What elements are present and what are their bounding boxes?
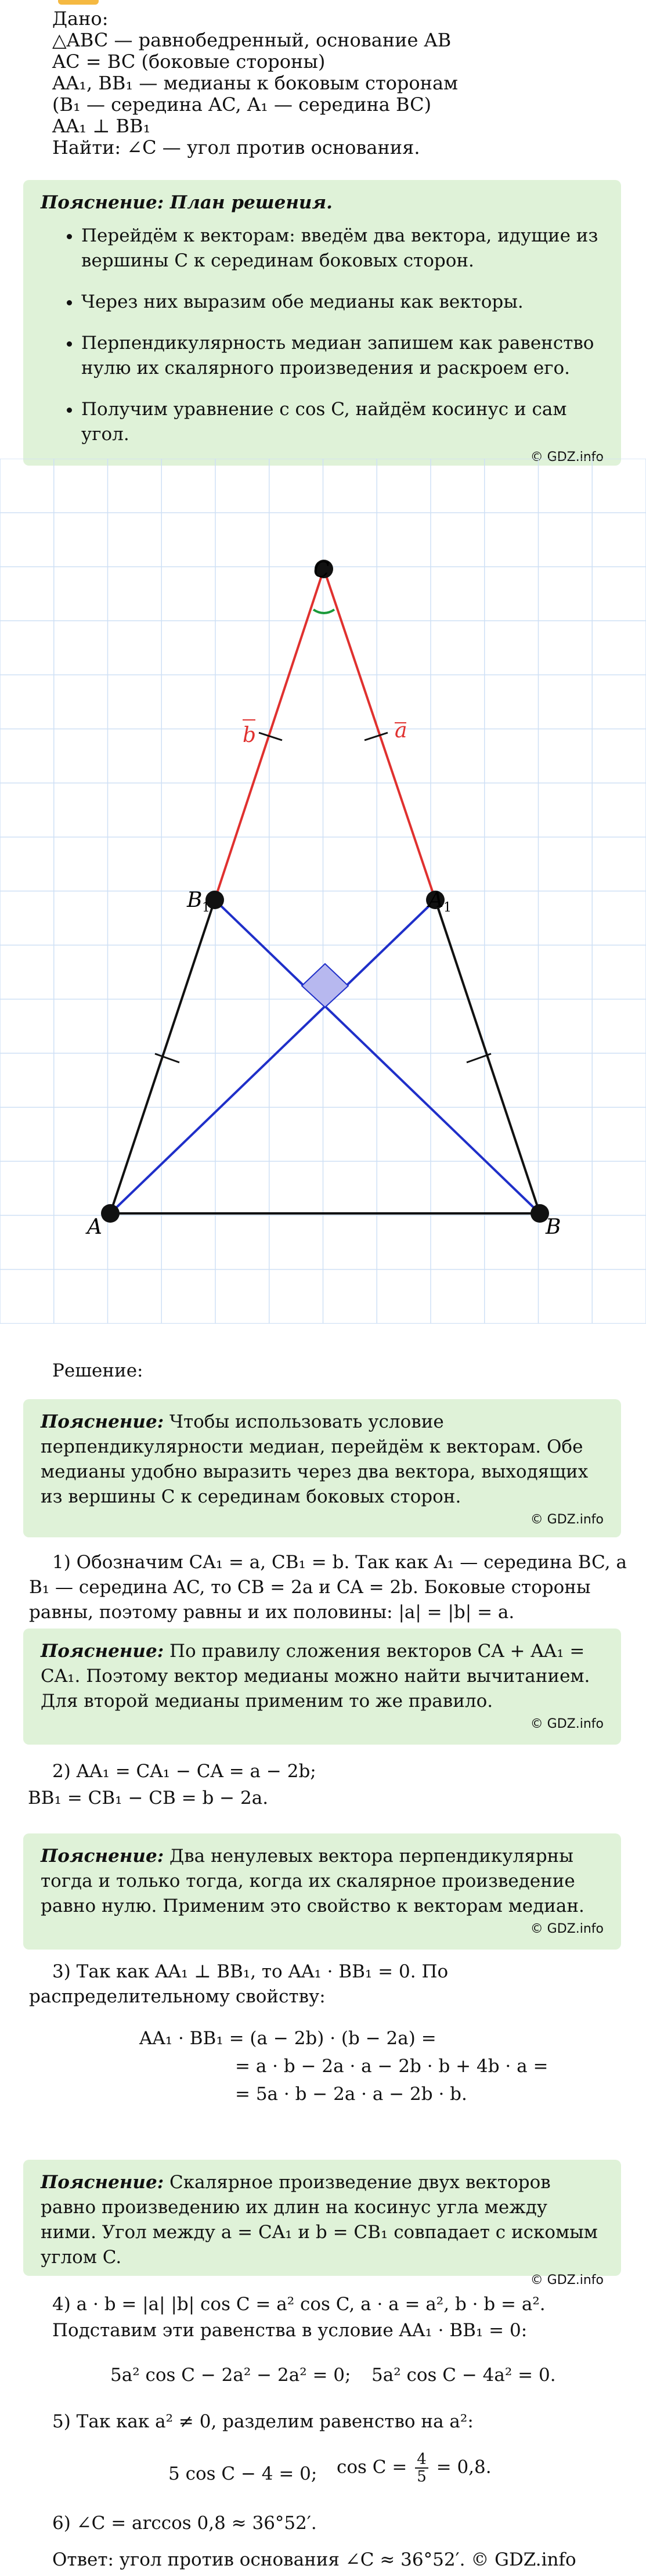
label-a1: A bbox=[428, 888, 443, 912]
step-4-eq-left: 5a² cos C − 2a² − 2a² = 0; bbox=[110, 2365, 351, 2386]
angle-c-arc bbox=[313, 610, 334, 613]
step-1: 1) Обозначим CA₁ = a, CB₁ = b. Так как A₁ — середина BC, а B₁ — середина AC, то CB = 2a и CA = 2b. Боковые стороны равны, поэтому равны и их половины: |a| = |b| = a. bbox=[29, 1552, 627, 1623]
step-5-eq-left: 5 cos C − 4 = 0; bbox=[168, 2463, 317, 2484]
given-line: Найти: ∠C — угол против основания. bbox=[52, 136, 420, 158]
copyright: © GDZ.info bbox=[530, 450, 604, 464]
fraction bbox=[415, 2451, 428, 2485]
given-block bbox=[52, 8, 458, 158]
step-4-line-2: Подставим эти равенства в условие AA₁ · BB₁ = 0: bbox=[52, 2320, 528, 2341]
note-text: Скалярное произведение двух векторов равно произведению их длин на косинус угла между ними. Угол между a = CA₁ и b = CB₁ совпадает с искомым углом C. bbox=[41, 2172, 598, 2268]
cos-c-value: = 0,8. bbox=[436, 2456, 492, 2478]
given-line: (B₁ — середина AC, A₁ — середина BC) bbox=[52, 93, 432, 116]
step-4-line-1: 4) a · b = |a| |b| cos C = a² cos C, a · a = a², b · b = a². bbox=[52, 2294, 546, 2315]
tick-mark bbox=[155, 1054, 179, 1062]
step-2-line-1: 2) AA₁ = CA₁ − CA = a − 2b; bbox=[52, 1761, 316, 1782]
plan-item: • Получим уравнение с cos C, найдём косинус и сам угол. bbox=[81, 397, 604, 447]
label-a: A bbox=[87, 1215, 102, 1239]
label-b: B bbox=[546, 1215, 561, 1239]
plan-item: • Через них выразим обе медианы как векторы. bbox=[81, 290, 604, 315]
copyright: © GDZ.info bbox=[530, 2273, 604, 2287]
given-title: Дано: bbox=[52, 8, 109, 30]
note-perpendicularity bbox=[23, 1399, 621, 1537]
note-text: Два ненулевых вектора перпендикулярны тогда и только тогда, когда их скалярное произведение равно нулю. Применим это свойство к векторам медиан. bbox=[41, 1846, 584, 1916]
note-vector-sum bbox=[23, 1629, 621, 1745]
label-b1: B bbox=[187, 888, 203, 912]
given-line: AA₁, BB₁ — медианы к боковым сторонам bbox=[52, 72, 458, 94]
fraction-denominator: 5 bbox=[417, 2468, 427, 2485]
note-dot-product-zero bbox=[23, 1833, 621, 1950]
plan-lead: Пояснение: План решения. bbox=[41, 192, 333, 213]
median-aa1 bbox=[110, 900, 435, 1213]
step-6: 6) ∠C = arccos 0,8 ≈ 36°52′. bbox=[52, 2513, 317, 2534]
step-3-intro: 3) Так как AA₁ ⊥ BB₁, то AA₁ · BB₁ = 0. По распределительному свойству: bbox=[29, 1961, 449, 2007]
copyright: © GDZ.info bbox=[530, 1717, 604, 1731]
label-c: C bbox=[313, 559, 330, 582]
grid bbox=[0, 459, 646, 1324]
step-2-line-2: BB₁ = CB₁ − CB = b − 2a. bbox=[28, 1788, 269, 1808]
fraction-numerator: 4 bbox=[415, 2451, 428, 2469]
step-5-eq-right bbox=[337, 2451, 492, 2485]
label-a1-sub: 1 bbox=[443, 900, 452, 915]
label-vector-a: a bbox=[395, 719, 407, 743]
vertex-a-dot bbox=[101, 1204, 120, 1223]
plan-list bbox=[41, 224, 604, 447]
note-text: Чтобы использовать условие перпендикулярности медиан, перейдём к векторам. Обе медианы удобно выразить через два вектора, выходящих из вершины C к серединам боковых сторон. bbox=[41, 1411, 589, 1507]
label-b1-sub: 1 bbox=[202, 900, 210, 915]
note-lead: Пояснение: bbox=[41, 1641, 164, 1662]
step-3-eq-3: = 5a · b − 2a · a − 2b · b. bbox=[235, 2084, 467, 2105]
note-lead: Пояснение: bbox=[41, 1846, 164, 1867]
given-line: AC = BC (боковые стороны) bbox=[52, 51, 326, 73]
plan-item: • Перпендикулярность медиан запишем как равенство нулю их скалярного произведения и раскроем его. bbox=[81, 331, 604, 381]
note-text: По правилу сложения векторов CA + AA₁ = CA₁. Поэтому вектор медианы можно найти вычитанием. Для второй медианы применим то же правило. bbox=[41, 1641, 590, 1712]
cos-c-label: cos C = bbox=[337, 2456, 407, 2478]
given-line: △ABC — равнобедренный, основание AB bbox=[52, 29, 452, 51]
right-angle-marker bbox=[302, 964, 348, 1007]
side-ba1 bbox=[435, 900, 540, 1213]
copyright: © GDZ.info bbox=[530, 1512, 604, 1527]
step-4-eq-right: 5a² cos C − 4a² = 0. bbox=[371, 2365, 556, 2386]
step-3-eq-2: = a · b − 2a · a − 2b · b + 4b · a = bbox=[235, 2056, 548, 2077]
copyright: © GDZ.info bbox=[530, 1922, 604, 1936]
plan-note bbox=[23, 180, 621, 466]
given-line: AA₁ ⊥ BB₁ bbox=[52, 115, 151, 137]
top-accent-bar bbox=[58, 0, 99, 5]
step-3-eq-1: AA₁ · BB₁ = (a − 2b) · (b − 2a) = bbox=[139, 2028, 436, 2049]
plan-item: • Перейдём к векторам: введём два вектора, идущие из вершины C к серединам боковых сторон. bbox=[81, 224, 604, 273]
tick-mark bbox=[364, 733, 388, 740]
note-angle-between bbox=[23, 2160, 621, 2287]
step-5-line-1: 5) Так как a² ≠ 0, разделим равенство на a²: bbox=[52, 2411, 474, 2432]
note-lead: Пояснение: bbox=[41, 1411, 164, 1432]
triangle-figure bbox=[0, 459, 646, 1324]
answer: Ответ: угол против основания ∠C ≈ 36°52′. © GDZ.info bbox=[52, 2549, 576, 2570]
note-lead: Пояснение: bbox=[41, 2172, 164, 2193]
solution-title: Решение: bbox=[52, 1360, 143, 1381]
label-vector-b: b bbox=[243, 723, 257, 747]
